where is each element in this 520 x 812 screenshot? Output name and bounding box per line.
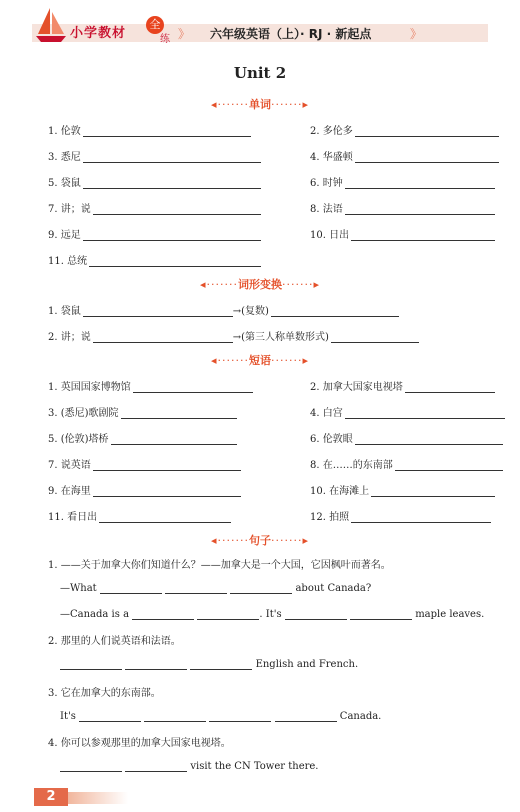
- answer-blank[interactable]: [83, 177, 261, 189]
- answer-blank[interactable]: [83, 151, 261, 163]
- word-item: 5. 袋鼠: [48, 174, 261, 189]
- answer-blank[interactable]: [132, 608, 194, 620]
- phrase-item: 1. 英国国家博物馆: [48, 378, 253, 393]
- answer-blank[interactable]: [83, 305, 233, 317]
- answer-blank[interactable]: [351, 511, 491, 523]
- phrase-item: 3. (悉尼)歌剧院: [48, 404, 237, 419]
- answer-blank[interactable]: [111, 433, 237, 445]
- answer-blank[interactable]: [345, 203, 495, 215]
- answer-blank[interactable]: [125, 760, 187, 772]
- dots-right: ·······▸: [271, 98, 309, 111]
- word-item: 8. 法语: [310, 200, 495, 215]
- footer-band: [68, 792, 128, 804]
- answer-blank[interactable]: [331, 331, 419, 343]
- answer-blank[interactable]: [60, 658, 122, 670]
- word-item: 3. 悉尼: [48, 148, 261, 163]
- phrase-item: 6. 伦敦眼: [310, 430, 503, 445]
- section-phrases-heading: ◂·······短语·······▸: [211, 354, 309, 367]
- answer-blank[interactable]: [355, 433, 503, 445]
- phrase-item: 9. 在海里: [48, 482, 241, 497]
- section-sentences-heading: ◂·······句子·······▸: [211, 534, 309, 547]
- answer-blank[interactable]: [99, 511, 231, 523]
- answer-blank[interactable]: [121, 407, 237, 419]
- word-item: 10. 日出: [310, 226, 495, 241]
- word-item: 11. 总统: [48, 252, 261, 267]
- answer-blank[interactable]: [79, 710, 141, 722]
- word-item: 7. 讲；说: [48, 200, 261, 215]
- phrase-item: 7. 说英语: [48, 456, 241, 471]
- answer-blank[interactable]: [133, 381, 253, 393]
- header-arrows-left: 》: [178, 27, 191, 41]
- answer-blank[interactable]: [371, 485, 495, 497]
- phrase-item: 12. 拍照: [310, 508, 491, 523]
- sentence-prompt-1: 1. ——关于加拿大你们知道什么？——加拿大是一个大国，它因枫叶而著名。: [48, 560, 391, 571]
- form-item: 2. 讲；说 →(第三人称单数形式): [48, 328, 419, 343]
- form-item: 1. 袋鼠 →(复数): [48, 302, 399, 317]
- answer-blank[interactable]: [405, 381, 495, 393]
- answer-blank[interactable]: [345, 177, 495, 189]
- answer-blank[interactable]: [83, 125, 251, 137]
- sentence-line: It's Canada.: [60, 711, 382, 722]
- sentence-prompt-4: 4. 你可以参观那里的加拿大国家电视塔。: [48, 738, 231, 749]
- series-title: 小学教材: [70, 26, 127, 41]
- sailboat-logo-icon: [34, 6, 68, 44]
- header-arrows-right: 》: [410, 27, 423, 41]
- answer-blank[interactable]: [89, 255, 261, 267]
- answer-blank[interactable]: [165, 582, 227, 594]
- phrase-item: 8. 在……的东南部: [310, 456, 503, 471]
- answer-blank[interactable]: [93, 203, 261, 215]
- answer-blank[interactable]: [285, 608, 347, 620]
- word-item: 4. 华盛顿: [310, 148, 499, 163]
- series-logo-quan: 全: [146, 16, 164, 34]
- section-forms-label: 词形变换: [238, 278, 282, 291]
- word-item: 6. 时钟: [310, 174, 495, 189]
- answer-blank[interactable]: [271, 305, 399, 317]
- answer-blank[interactable]: [345, 407, 505, 419]
- phrase-item: 2. 加拿大国家电视塔: [310, 378, 495, 393]
- section-words-label: 单词: [249, 98, 271, 111]
- answer-blank[interactable]: [83, 229, 261, 241]
- section-sentences-label: 句子: [249, 534, 271, 547]
- book-title: 六年级英语（上）· RJ · 新起点: [210, 27, 372, 41]
- sentence-line: —Canada is a . It's maple leaves.: [60, 609, 485, 620]
- page-number: 2: [34, 788, 68, 806]
- answer-blank[interactable]: [125, 658, 187, 670]
- answer-blank[interactable]: [190, 658, 252, 670]
- phrase-item: 4. 白宫: [310, 404, 505, 419]
- sentence-line: visit the CN Tower there.: [60, 760, 319, 772]
- sentence-prompt-3: 3. 它在加拿大的东南部。: [48, 688, 161, 699]
- unit-title: Unit 2: [233, 64, 287, 82]
- dots-left: ◂·······: [211, 98, 249, 111]
- answer-blank[interactable]: [395, 459, 503, 471]
- series-logo-lian: 练: [160, 34, 170, 45]
- answer-blank[interactable]: [350, 608, 412, 620]
- answer-blank[interactable]: [144, 710, 206, 722]
- answer-blank[interactable]: [355, 125, 499, 137]
- answer-blank[interactable]: [197, 608, 259, 620]
- word-item: 2. 多伦多: [310, 122, 499, 137]
- sentence-line: —What about Canada?: [60, 583, 372, 594]
- arrow-icon: →: [232, 332, 242, 343]
- phrase-item: 5. (伦敦)塔桥: [48, 430, 237, 445]
- arrow-icon: →: [232, 306, 242, 317]
- answer-blank[interactable]: [93, 485, 241, 497]
- section-phrases-label: 短语: [249, 354, 271, 367]
- phrase-item: 10. 在海滩上: [310, 482, 495, 497]
- answer-blank[interactable]: [275, 710, 337, 722]
- word-item: 1. 伦敦: [48, 122, 251, 137]
- sentence-prompt-2: 2. 那里的人们说英语和法语。: [48, 636, 181, 647]
- answer-blank[interactable]: [209, 710, 271, 722]
- word-item: 9. 远足: [48, 226, 261, 241]
- answer-blank[interactable]: [60, 760, 122, 772]
- page-header: [0, 0, 520, 50]
- phrase-item: 11. 看日出: [48, 508, 231, 523]
- section-forms-heading: ◂·······词形变换·······▸: [200, 278, 320, 291]
- answer-blank[interactable]: [93, 459, 241, 471]
- section-words-heading: [0, 96, 520, 112]
- answer-blank[interactable]: [351, 229, 495, 241]
- answer-blank[interactable]: [93, 331, 233, 343]
- answer-blank[interactable]: [100, 582, 162, 594]
- answer-blank[interactable]: [355, 151, 499, 163]
- sentence-line: English and French.: [60, 658, 358, 670]
- answer-blank[interactable]: [230, 582, 292, 594]
